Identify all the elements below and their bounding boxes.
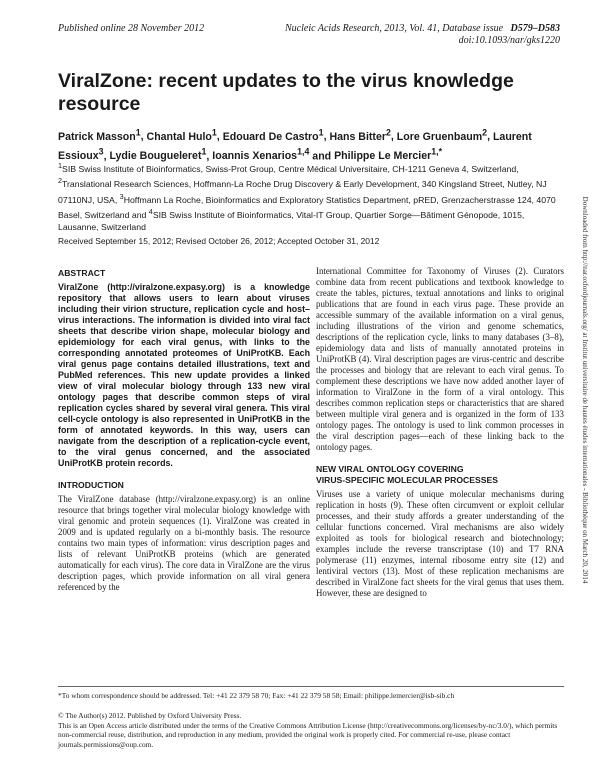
author: Patrick Masson$^1$ (58, 127, 141, 143)
journal-header (285, 23, 560, 47)
author: Lydie Bougueleret$^1$ (109, 146, 207, 163)
license-note: © The Author(s) 2012. Published by Oxford University Press. This is an Open Access article distributed under the terms of the Creative Commons Attribution License (http://creativecommons.org/licenses/by-nc/3.0/), which permits non-commercial reuse, distribution, and reproduction in any medium, provided the original work is properly cited. For commercial re-use, please contact journals.permissions@oup.com. (58, 711, 558, 749)
doi[interactable]: doi:10.1093/nar/gks1220 (458, 35, 560, 46)
affiliations: $^1$SIB Swiss Institute of Bioinformatics, Swiss-Prot Group, Centre Médical Universitaire, CH-1211 Geneva 4, Switzerland, $^2$Translational Research Sciences, Hoffmann-La Roche Drug Discovery & Early Development, 340 Kingsland Street, Nutley, NJ 07110NJ, USA, $^3$Hoffmann La Roche, Bioinformatics and Exploratory Statistics Department, pRED, Grenzacherstrasse 124, 4070 Basel, Switzerland and $^4$SIB Swiss Institute of Bioinformatics, Vital-IT Group, Quartier Sorge—Bâtiment Génopode, 1015, Lausanne, Switzerland (58, 161, 556, 233)
author: Philippe Le Mercier$^{1,*}$ (334, 146, 443, 163)
introduction-heading: INTRODUCTION (58, 480, 124, 490)
author: Laurent Essioux$^3$ (58, 130, 532, 163)
received-dates: Received September 15, 2012; Revised October 26, 2012; Accepted October 31, 2012 (58, 236, 380, 246)
published-date: Published online 28 November 2012 (58, 23, 205, 34)
introduction-text: The ViralZone database (http://viralzone.expasy.org) is an online resource that brings together viral molecular biology knowledge with viral genomic and protein sequences (1). ViralZone was created in 2009 and is updated regularly on a bi-monthly basis. The resource contains two main types of information: virus description pages and lists of relevant UniProtKB proteins (which are generated automatically for each virus). The core data in ViralZone are the virus description pages, which provide information on all viral genera referenced by the (58, 494, 310, 592)
author: Chantal Hulo$^1$ (146, 127, 217, 143)
author: Lore Gruenbaum$^2$ (396, 127, 488, 143)
body-paragraph: International Committee for Taxonomy of Viruses (2). Curators combine data from recent publications and textbook knowledge to create the tables, pictures, textual annotations and links to original publications that are found in each virus page. These provide an accessible summary of the available information on a viral genus, including illustrations of the virion and genome schematics, descriptions of the replication cycle, links to many databases (3–8), epidemiology data and lists of manually annotated proteins in UniProtKB (4). Viral description pages are virus-centric and describe the processes and biology that are relevant to each viral genus. To complement these descriptions we have now added another layer of information to ViralZone in the form of a viral ontology. This describes common replication steps or characteristics that are shared between multiple viral genera and is organized in the form of 133 ontology pages. The ontology is used to link common processes in the viral description pages—each of these linking back to the ontology pages. (316, 266, 564, 452)
abstract-heading: ABSTRACT (58, 268, 106, 278)
author: Ioannis Xenarios$^{1,4}$ (212, 146, 310, 163)
footnote-divider (58, 686, 564, 687)
author-list: Patrick Masson$^1$, Chantal Hulo$^1$, Edouard De Castro$^1$, Hans Bitter$^2$, Lore Gruenbaum$^2$, Laurent Essioux$^3$, Lydie Bougueleret$^1$, Ioannis Xenarios$^{1,4}$ and Philippe Le Mercier$^{1,*}$ (58, 127, 532, 163)
section-heading: NEW VIRAL ONTOLOGY COVERING VIRUS-SPECIFIC MOLECULAR PROCESSES (316, 464, 498, 485)
left-column (58, 268, 310, 593)
correspondence-note: *To whom correspondence should be addressed. Tel: +41 22 379 58 70; Fax: +41 22 379 58 58; Email: philippe.lemercier@isb-sib.ch (58, 691, 455, 700)
body-paragraph: Viruses use a variety of unique molecular mechanisms during replication in hosts (9). These often circumvent or exploit cellular processes, and their study affords a greater understanding of the cellular functions concerned. Viral mechanisms are also widely exploited as tools for biological research and biotechnology; examples include the reverse transcriptase (10) and T7 RNA polymerase (11) enzymes, internal ribosome entry site (12) and lentiviral vectors (13). Most of these replication mechanisms are described in ViralZone fact sheets for the viral genus that uses them. However, these are designed to (316, 489, 564, 598)
journal-name: Nucleic Acids Research, 2013, Vol. 41, Database issue (285, 23, 504, 34)
author: Edouard De Castro$^1$ (222, 127, 324, 143)
right-column (316, 266, 564, 599)
article-title: ViralZone: recent updates to the virus knowledge resource (58, 70, 514, 115)
page-range: D579–D583 (510, 23, 560, 34)
download-watermark: Downloaded from http://nar.oxfordjournals.org/ at Institut universitaire de hautes études internationales - Bibliothèque on March 20, 2014 (581, 196, 589, 584)
author: Hans Bitter$^2$ (329, 127, 391, 143)
abstract-text: ViralZone (http://viralzone.expasy.org) is a knowledge repository that allows users to learn about viruses including their virion structure, replication cycle and host–virus interactions. The information is divided into viral fact sheets that describe virion shape, molecular biology and epidemiology for each viral genus, with links to the corresponding annotated proteomes of UniProtKB. Each viral genus page contains detailed illustrations, text and PubMed references. This new update provides a linked view of viral molecular biology through 133 new viral ontology pages that describe common steps of viral replication cycles shared by several viral genera. This viral cell-cycle ontology is also represented in UniProtKB in the form of annotated keywords. In this way, users can navigate from the description of a replication-cycle event, to the viral genus concerned, and the associated UniProtKB protein records. (58, 282, 310, 468)
